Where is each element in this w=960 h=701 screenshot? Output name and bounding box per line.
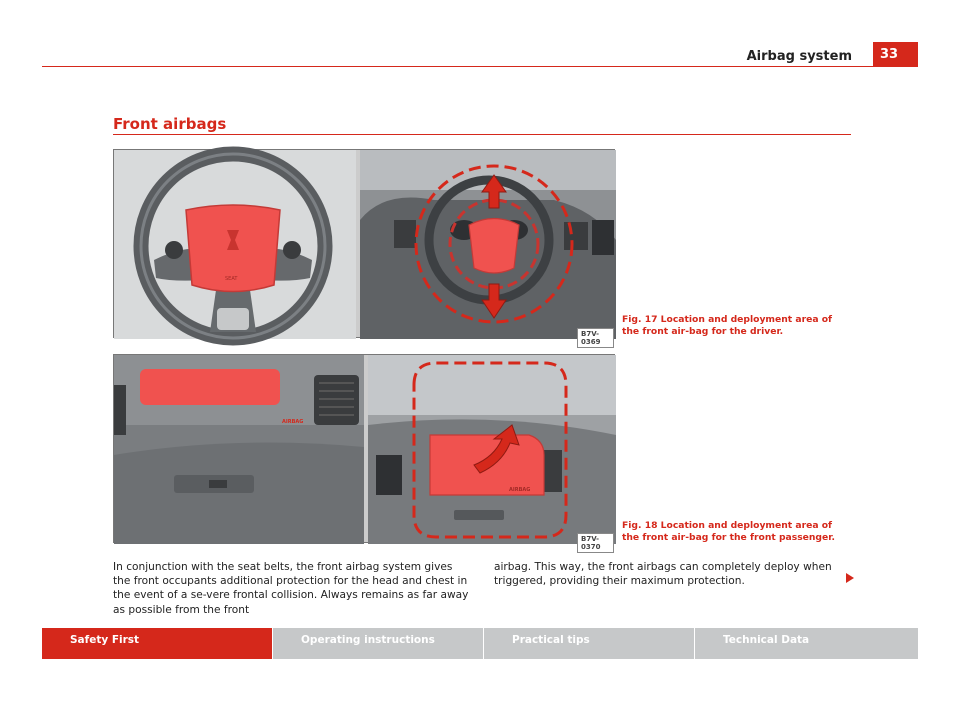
figure-caption: Fig. 18 Location and deployment area of the front air-bag for the front passenger. [622,520,835,543]
figure-caption: Fig. 17 Location and deployment area of the front air-bag for the driver. [622,314,833,337]
header-rule [42,66,918,67]
footer-tab-practical-tips[interactable]: Practical tips [484,628,694,659]
svg-text:AIRBAG: AIRBAG [509,487,531,493]
figure-code: B7V-0369 [577,328,614,348]
body-text-column-2: airbag. This way, the front airbags can completely deploy when triggered, providing their maximum protection. [494,561,832,588]
body-text-column-1: In conjunction with the seat belts, the front airbag system gives the front occupants additional protection for the head and chest in the event of a se-vere frontal collision. Always remains as far away as possible from the front [113,561,469,616]
driver-airbag-cover-inset [469,219,519,274]
figure-code: B7V-0370 [577,533,614,553]
footer-tab-technical-data[interactable]: Technical Data [695,628,918,659]
footer-tab-safety-first[interactable]: Safety First [42,628,272,659]
passenger-airbag-illustration [114,355,616,544]
airbag-label: AIRBAG [282,419,304,425]
triangle-right-icon [846,573,854,583]
figure-driver-airbag [113,149,615,346]
figure-passenger-airbag [113,354,615,551]
page-number: 33 [873,42,918,67]
passenger-airbag-cover [140,369,280,405]
section-title: Front airbags [113,115,227,133]
footer-tab-operating-instructions[interactable]: Operating instructions [273,628,483,659]
driver-airbag-illustration [114,150,616,339]
running-title: Airbag system [746,49,852,64]
section-rule [113,134,851,135]
svg-text:SEAT: SEAT [225,276,238,282]
